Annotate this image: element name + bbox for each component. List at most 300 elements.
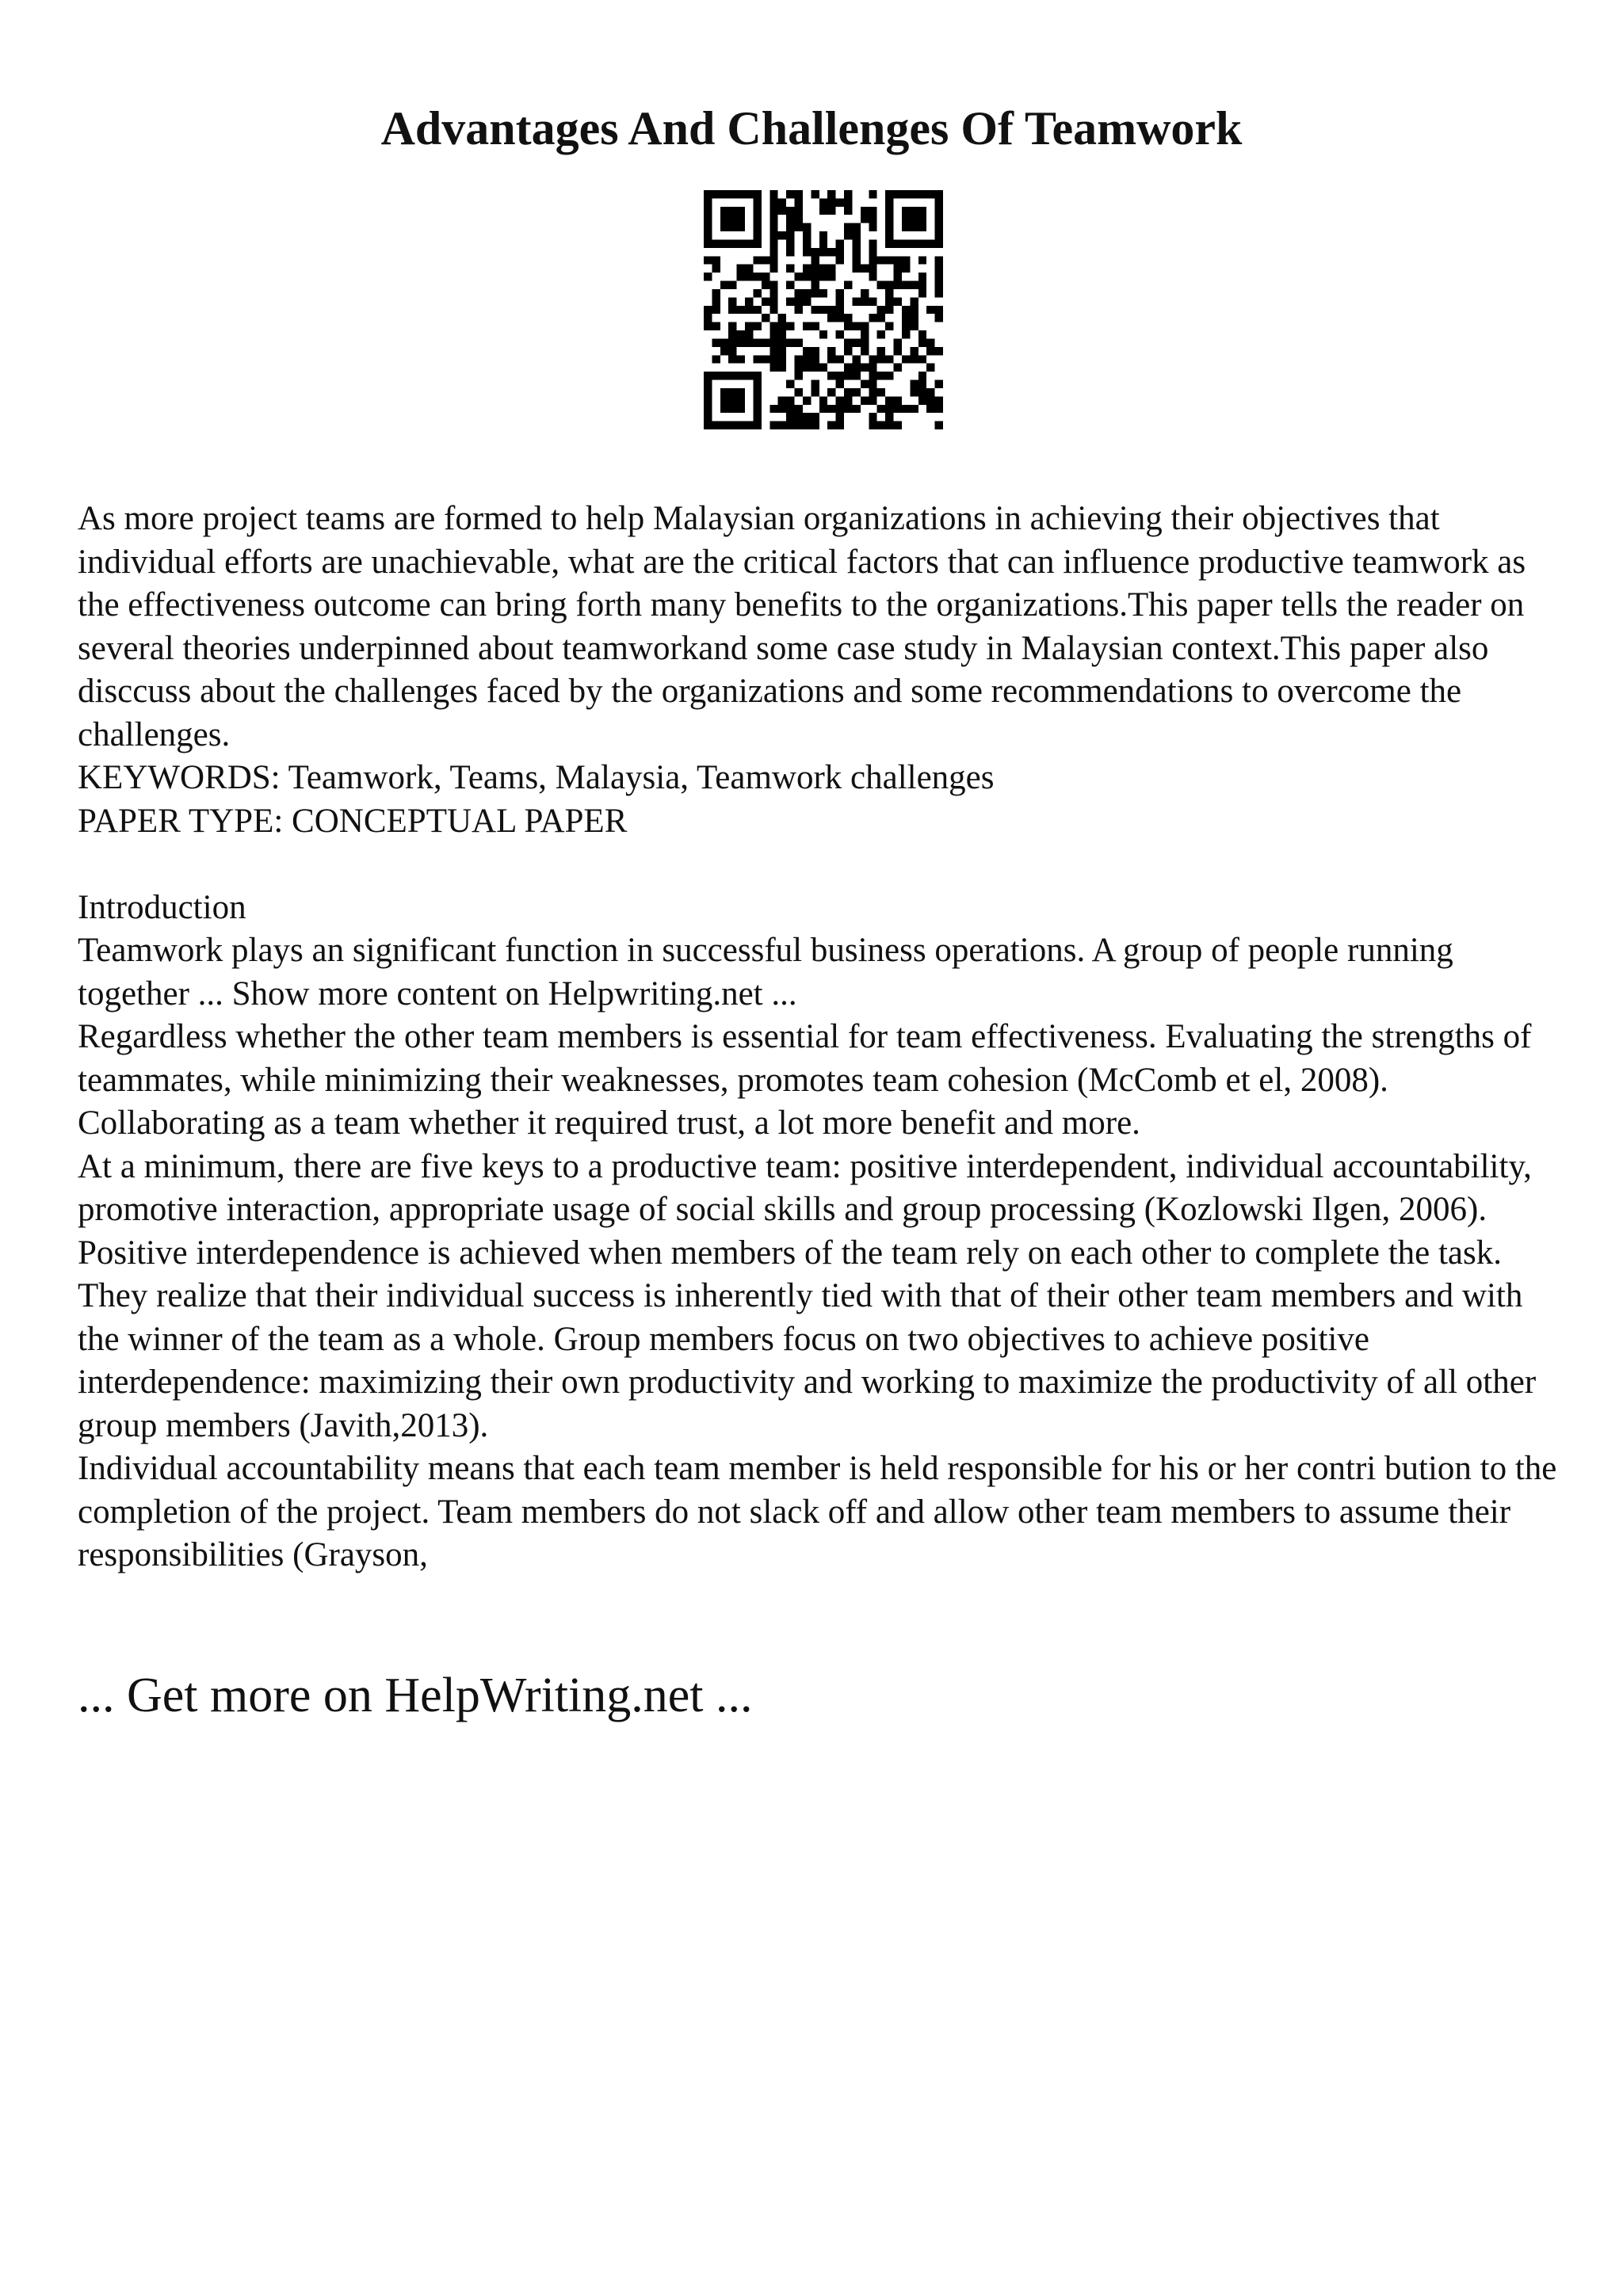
qr-module <box>745 239 753 247</box>
qr-module <box>753 338 761 346</box>
qr-module <box>712 239 720 247</box>
qr-module <box>712 306 720 314</box>
qr-module <box>918 207 926 215</box>
qr-module <box>811 190 819 198</box>
qr-module <box>819 198 827 206</box>
qr-module <box>935 306 943 314</box>
qr-module <box>918 223 926 231</box>
qr-module <box>877 347 885 355</box>
qr-module <box>745 330 753 338</box>
qr-module <box>869 396 876 404</box>
qr-module <box>844 396 852 404</box>
qr-module <box>778 207 786 215</box>
qr-module <box>869 215 876 223</box>
qr-module <box>720 190 728 198</box>
qr-module <box>861 338 869 346</box>
qr-module <box>720 372 728 379</box>
qr-module <box>704 388 712 396</box>
qr-module <box>803 396 811 404</box>
qr-module <box>728 388 736 396</box>
qr-module <box>844 405 852 413</box>
qr-module <box>786 380 794 388</box>
qr-module <box>852 338 860 346</box>
qr-module <box>869 364 876 372</box>
qr-module <box>918 289 926 297</box>
qr-module <box>712 372 720 379</box>
qr-module <box>869 388 876 396</box>
qr-module <box>795 207 803 215</box>
qr-module <box>910 190 918 198</box>
qr-module <box>894 421 902 429</box>
qr-module <box>712 256 720 264</box>
qr-module <box>778 347 786 355</box>
qr-module <box>844 281 852 289</box>
qr-module <box>778 231 786 239</box>
paper-type-line: PAPER TYPE: CONCEPTUAL PAPER <box>78 802 628 840</box>
qr-module <box>877 421 885 429</box>
qr-module <box>918 239 926 247</box>
qr-module <box>877 405 885 413</box>
qr-module <box>844 364 852 372</box>
qr-module <box>737 421 745 429</box>
qr-module <box>852 322 860 330</box>
qr-module <box>737 306 745 314</box>
qr-module <box>712 322 720 330</box>
qr-module <box>728 239 736 247</box>
qr-module <box>803 421 811 429</box>
qr-module <box>778 338 786 346</box>
body-paragraph: Teamwork plays an significant function in successful business operations. A group of people running together ... Show more content on Helpwriting.net ... <box>78 932 1453 1013</box>
qr-module <box>769 239 777 247</box>
qr-module <box>720 207 728 215</box>
qr-module <box>918 355 926 363</box>
qr-module <box>894 297 902 305</box>
qr-module <box>728 396 736 404</box>
qr-module <box>885 289 893 297</box>
qr-module <box>869 256 876 264</box>
qr-module <box>811 289 819 297</box>
document-title: Advantages And Challenges Of Teamwork <box>380 102 1243 154</box>
qr-module <box>819 231 827 239</box>
qr-module <box>827 388 835 396</box>
qr-module <box>712 355 720 363</box>
qr-module <box>935 265 943 273</box>
qr-module <box>910 347 918 355</box>
qr-module <box>769 338 777 346</box>
qr-module <box>861 215 869 223</box>
qr-module <box>836 289 844 297</box>
qr-module <box>885 322 893 330</box>
qr-module <box>894 265 902 273</box>
qr-module <box>811 413 819 421</box>
qr-module <box>811 322 819 330</box>
qr-module <box>753 413 761 421</box>
qr-module <box>728 281 736 289</box>
qr-module <box>737 372 745 379</box>
qr-module <box>827 306 835 314</box>
qr-module <box>836 380 844 388</box>
qr-module <box>795 297 803 305</box>
qr-module <box>902 314 910 322</box>
qr-module <box>795 223 803 231</box>
qr-module <box>902 405 910 413</box>
qr-module <box>877 281 885 289</box>
qr-module <box>819 248 827 256</box>
qr-module <box>819 306 827 314</box>
qr-module <box>786 297 794 305</box>
qr-module <box>918 372 926 379</box>
qr-module <box>918 273 926 280</box>
qr-module <box>877 256 885 264</box>
qr-module <box>778 322 786 330</box>
qr-module <box>712 421 720 429</box>
qr-module <box>902 355 910 363</box>
qr-module <box>720 281 728 289</box>
qr-module <box>712 265 720 273</box>
qr-module <box>704 207 712 215</box>
qr-module <box>704 190 712 198</box>
qr-module <box>769 405 777 413</box>
qr-module <box>728 330 736 338</box>
qr-module <box>894 256 902 264</box>
qr-module <box>753 396 761 404</box>
qr-module <box>836 248 844 256</box>
qr-module <box>778 330 786 338</box>
qr-module <box>786 421 794 429</box>
qr-module <box>769 306 777 314</box>
qr-module <box>745 322 753 330</box>
qr-module <box>894 273 902 280</box>
qr-module <box>786 223 794 231</box>
qr-module <box>869 380 876 388</box>
qr-module <box>753 388 761 396</box>
qr-module <box>745 421 753 429</box>
qr-module <box>918 215 926 223</box>
qr-module <box>811 306 819 314</box>
qr-module <box>753 306 761 314</box>
qr-module <box>852 405 860 413</box>
qr-module <box>753 223 761 231</box>
qr-module <box>844 207 852 215</box>
qr-module <box>745 265 753 273</box>
qr-module <box>869 421 876 429</box>
qr-module <box>894 347 902 355</box>
qr-module <box>811 347 819 355</box>
qr-module <box>885 207 893 215</box>
qr-module <box>910 314 918 322</box>
qr-module <box>704 372 712 379</box>
qr-module <box>836 306 844 314</box>
qr-module <box>935 231 943 239</box>
qr-module <box>844 231 852 239</box>
qr-module <box>769 297 777 305</box>
qr-module <box>918 338 926 346</box>
qr-module <box>885 355 893 363</box>
qr-module <box>769 198 777 206</box>
qr-module <box>753 355 761 363</box>
qr-module <box>894 281 902 289</box>
qr-module <box>877 355 885 363</box>
qr-module <box>795 372 803 379</box>
qr-module <box>902 306 910 314</box>
qr-module <box>852 239 860 247</box>
introduction-heading: Introduction <box>78 888 246 926</box>
qr-module <box>720 239 728 247</box>
qr-module <box>803 289 811 297</box>
qr-module <box>704 322 712 330</box>
qr-module <box>712 338 720 346</box>
qr-module <box>753 239 761 247</box>
qr-module <box>803 297 811 305</box>
qr-module <box>745 273 753 280</box>
qr-module <box>918 380 926 388</box>
qr-module <box>861 297 869 305</box>
qr-module <box>786 190 794 198</box>
qr-module <box>910 355 918 363</box>
qr-module <box>935 347 943 355</box>
qr-module <box>852 388 860 396</box>
qr-module <box>712 190 720 198</box>
qr-module <box>918 330 926 338</box>
qr-module <box>819 396 827 404</box>
body-paragraph: Positive interdependence is achieved when members of the team rely on each other to complete the task. They realize that their individual success is inherently tied with that of their other team members and with the winner of the team as a whole. Group members focus on two objectives to achieve positive interdependence: maximizing their own productivity and working to maximize the productivity of all other group members (Javith,2013). <box>78 1234 1537 1444</box>
qr-module <box>827 207 835 215</box>
qr-module <box>769 248 777 256</box>
qr-module <box>769 347 777 355</box>
qr-module <box>877 372 885 379</box>
qr-module <box>720 396 728 404</box>
qr-module <box>737 265 745 273</box>
qr-module <box>869 190 876 198</box>
qr-module <box>836 297 844 305</box>
qr-module <box>902 256 910 264</box>
keywords-line: KEYWORDS: Teamwork, Teams, Malaysia, Teamwork challenges <box>78 759 995 796</box>
qr-module <box>728 322 736 330</box>
qr-module <box>877 388 885 396</box>
qr-module <box>902 190 910 198</box>
qr-module <box>704 405 712 413</box>
qr-module <box>827 273 835 280</box>
qr-module <box>769 215 777 223</box>
qr-module <box>827 248 835 256</box>
qr-module <box>737 355 745 363</box>
qr-module <box>885 421 893 429</box>
abstract-paragraph: As more project teams are formed to help Malaysian organizations in achieving their objectives that individual efforts are unachievable, what are the critical factors that can influence productive teamwork as the effectiveness outcome can bring forth many benefits to the organizations.This paper tells the reader on several theories underpinned about teamworkand some case study in Malaysian context.This paper also disccuss about the challenges faced by the organizations and some recommendations to overcome the challenges. <box>78 500 1526 753</box>
qr-module <box>795 198 803 206</box>
qr-module <box>935 396 943 404</box>
qr-code-icon <box>704 190 943 429</box>
qr-module <box>885 190 893 198</box>
qr-module <box>852 372 860 379</box>
qr-module <box>737 223 745 231</box>
qr-module <box>737 273 745 280</box>
qr-module <box>786 265 794 273</box>
qr-module <box>885 297 893 305</box>
qr-module <box>769 223 777 231</box>
qr-module <box>819 265 827 273</box>
qr-module <box>885 239 893 247</box>
qr-module <box>844 388 852 396</box>
qr-module <box>935 281 943 289</box>
qr-module <box>869 239 876 247</box>
qr-module <box>902 207 910 215</box>
qr-module <box>844 198 852 206</box>
get-more-link[interactable]: ... Get more on HelpWriting.net ... <box>78 1669 753 1722</box>
qr-module <box>836 256 844 264</box>
qr-module <box>852 256 860 264</box>
qr-module <box>844 347 852 355</box>
qr-module <box>885 198 893 206</box>
qr-module <box>795 421 803 429</box>
qr-module <box>704 198 712 206</box>
qr-module <box>836 239 844 247</box>
qr-module <box>827 421 835 429</box>
qr-module <box>819 364 827 372</box>
qr-module <box>803 364 811 372</box>
qr-module <box>778 364 786 372</box>
qr-module <box>935 421 943 429</box>
qr-module <box>827 198 835 206</box>
qr-module <box>769 231 777 239</box>
qr-module <box>869 314 876 322</box>
qr-module <box>827 355 835 363</box>
qr-module <box>753 421 761 429</box>
qr-module <box>926 190 934 198</box>
qr-module <box>885 405 893 413</box>
qr-module <box>762 355 769 363</box>
qr-module <box>704 306 712 314</box>
qr-module <box>728 355 736 363</box>
qr-module <box>704 231 712 239</box>
qr-module <box>795 306 803 314</box>
qr-module <box>786 322 794 330</box>
qr-module <box>836 396 844 404</box>
qr-module <box>926 338 934 346</box>
qr-module <box>836 314 844 322</box>
qr-module <box>769 421 777 429</box>
qr-module <box>786 405 794 413</box>
qr-module <box>910 306 918 314</box>
qr-module <box>753 289 761 297</box>
qr-module <box>844 322 852 330</box>
qr-module <box>769 265 777 273</box>
qr-module <box>852 364 860 372</box>
qr-module <box>737 388 745 396</box>
qr-module <box>728 190 736 198</box>
qr-module <box>728 207 736 215</box>
qr-module <box>910 322 918 330</box>
qr-module <box>836 355 844 363</box>
qr-module <box>918 388 926 396</box>
qr-module <box>811 364 819 372</box>
qr-module <box>836 330 844 338</box>
qr-module <box>795 215 803 223</box>
qr-module <box>926 405 934 413</box>
qr-module <box>819 330 827 338</box>
qr-module <box>745 190 753 198</box>
qr-module <box>902 215 910 223</box>
qr-module <box>745 338 753 346</box>
qr-module <box>910 297 918 305</box>
qr-module <box>803 239 811 247</box>
qr-module <box>861 289 869 297</box>
qr-module <box>769 322 777 330</box>
qr-module <box>737 190 745 198</box>
qr-module <box>704 239 712 247</box>
qr-module <box>910 239 918 247</box>
qr-module <box>728 338 736 346</box>
qr-module <box>827 372 835 379</box>
qr-module <box>753 190 761 198</box>
qr-module <box>786 231 794 239</box>
qr-module <box>753 405 761 413</box>
qr-module <box>753 231 761 239</box>
qr-module <box>795 388 803 396</box>
qr-module <box>902 322 910 330</box>
qr-module <box>894 364 902 372</box>
qr-module <box>704 421 712 429</box>
qr-module <box>836 405 844 413</box>
qr-module <box>737 207 745 215</box>
qr-module <box>836 372 844 379</box>
qr-module <box>803 347 811 355</box>
qr-module <box>778 421 786 429</box>
qr-module <box>902 265 910 273</box>
qr-module <box>720 405 728 413</box>
qr-module <box>811 248 819 256</box>
qr-module <box>704 314 712 322</box>
qr-module <box>704 380 712 388</box>
qr-module <box>894 405 902 413</box>
qr-module <box>935 405 943 413</box>
qr-module <box>728 372 736 379</box>
qr-module <box>769 355 777 363</box>
qr-module <box>910 223 918 231</box>
qr-module <box>720 215 728 223</box>
qr-module <box>852 355 860 363</box>
qr-module <box>918 396 926 404</box>
qr-module <box>811 388 819 396</box>
qr-module <box>803 413 811 421</box>
qr-module <box>918 281 926 289</box>
qr-module <box>753 207 761 215</box>
qr-module <box>836 198 844 206</box>
qr-module <box>869 355 876 363</box>
qr-module <box>827 314 835 322</box>
qr-module <box>861 330 869 338</box>
qr-module <box>894 396 902 404</box>
qr-module <box>869 265 876 273</box>
qr-module <box>902 330 910 338</box>
qr-module <box>935 380 943 388</box>
qr-module <box>844 190 852 198</box>
qr-module <box>803 223 811 231</box>
qr-module <box>869 223 876 231</box>
qr-module <box>827 405 835 413</box>
qr-module <box>762 297 769 305</box>
qr-module <box>902 223 910 231</box>
qr-module <box>786 281 794 289</box>
qr-module <box>745 372 753 379</box>
qr-module <box>737 239 745 247</box>
qr-module <box>753 372 761 379</box>
qr-module <box>877 306 885 314</box>
qr-module <box>795 338 803 346</box>
qr-module <box>720 338 728 346</box>
qr-module <box>819 207 827 215</box>
qr-module <box>728 215 736 223</box>
qr-module <box>786 338 794 346</box>
